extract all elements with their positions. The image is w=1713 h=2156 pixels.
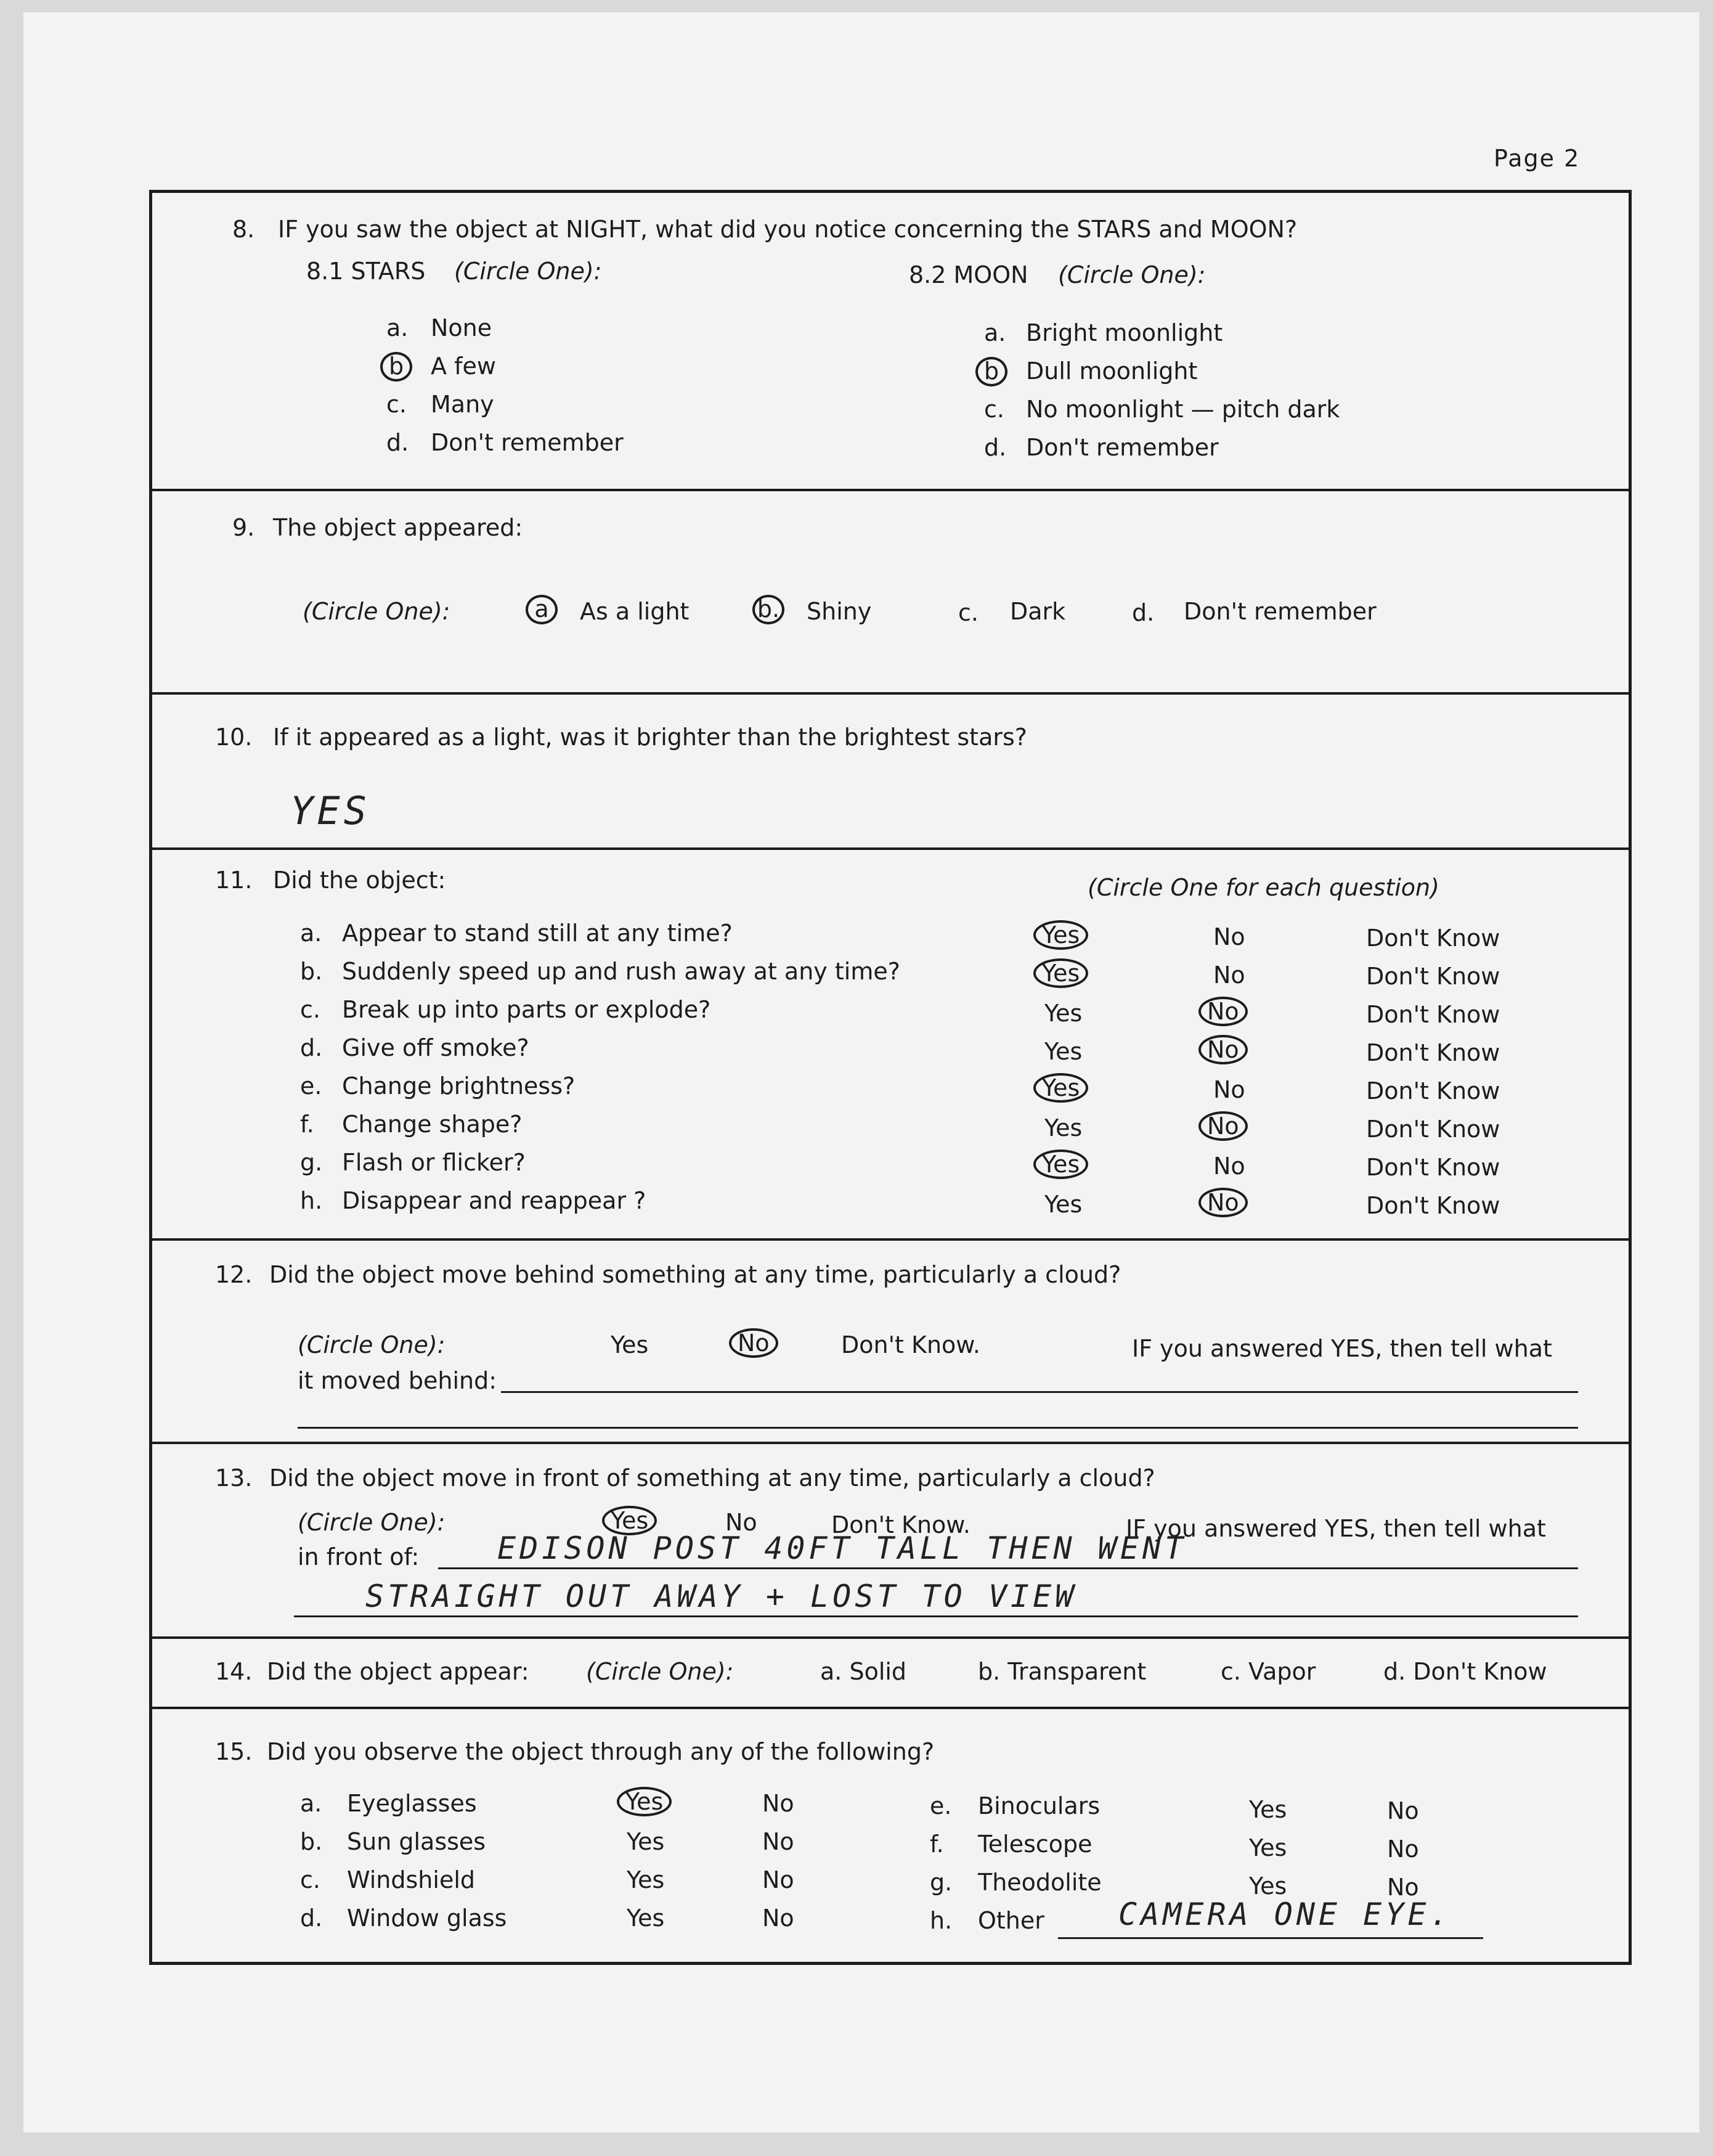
stars-option-0-letter: a.: [386, 314, 409, 341]
section-q15: [152, 1707, 1629, 1962]
q14-option-1: b. Transparent: [978, 1658, 1147, 1685]
q9-instruction: (Circle One):: [303, 598, 450, 625]
q12-question: Did the object move behind something at any time, particularly a cloud?: [269, 1261, 1121, 1288]
q11-row-4-no: No: [1213, 1076, 1245, 1103]
q15-number: 15.: [215, 1738, 253, 1765]
q11-row-0-yes-circled: Yes: [1033, 920, 1088, 950]
q15-right-1-label: Telescope: [978, 1831, 1092, 1858]
q11-row-1-letter: b.: [300, 958, 323, 985]
q11-row-5-label: Change shape?: [342, 1111, 523, 1138]
q10-question: If it appeared as a light, was it brighter than the brightest stars?: [273, 724, 1027, 751]
stars-option-0-label: None: [431, 314, 492, 341]
q11-row-2-dont-know: Don't Know: [1366, 1001, 1500, 1028]
stars-option-2-label: Many: [431, 391, 494, 418]
q12-if-text: IF you answered YES, then tell what: [1132, 1335, 1552, 1362]
q11-row-5-no-wrap: [1198, 1111, 1248, 1141]
q11-row-0-letter: a.: [300, 920, 322, 947]
q11-row-5-dont-know: Don't Know: [1366, 1116, 1500, 1143]
q8-question: IF you saw the object at NIGHT, what did you notice concerning the STARS and MOON?: [278, 216, 1298, 243]
q12-yes: Yes: [611, 1331, 649, 1358]
section-q9: [152, 489, 1629, 695]
q11-row-7-dont-know: Don't Know: [1366, 1192, 1500, 1219]
q14-option-3: d. Don't Know: [1383, 1658, 1547, 1685]
q9-option-2-letter: c.: [958, 599, 979, 626]
q11-row-1-label: Suddenly speed up and rush away at any time?: [342, 958, 900, 985]
stars-option-1-label: A few: [431, 353, 496, 380]
q15-right-1-letter: f.: [930, 1831, 944, 1858]
q12-answer-line-2: [298, 1427, 1578, 1429]
q15-right-0-letter: e.: [930, 1792, 952, 1819]
q15-right-0-no: No: [1387, 1797, 1419, 1824]
q11-row-3-dont-know: Don't Know: [1366, 1039, 1500, 1066]
q15-right-3-letter: h.: [930, 1907, 953, 1934]
q11-row-3-yes: Yes: [1044, 1038, 1083, 1065]
stars-instruction: (Circle One):: [454, 258, 602, 285]
q11-row-2-yes: Yes: [1044, 1000, 1083, 1027]
moon-option-0-label: Bright moonlight: [1026, 319, 1223, 346]
section-q8: [152, 193, 1629, 491]
q15-right-2-letter: g.: [930, 1869, 953, 1896]
q11-row-2-letter: c.: [300, 996, 320, 1023]
q11-row-5-yes: Yes: [1044, 1114, 1083, 1141]
q11-row-2-label: Break up into parts or explode?: [342, 996, 711, 1023]
q15-left-2-label: Windshield: [347, 1866, 475, 1893]
q11-row-4-label: Change brightness?: [342, 1072, 576, 1100]
q11-row-4-yes-wrap: [1033, 1073, 1088, 1103]
q15-right-2-label: Theodolite: [978, 1869, 1102, 1896]
q8-number: 8.: [232, 216, 255, 243]
moon-option-2-label: No moonlight — pitch dark: [1026, 396, 1340, 423]
stars-option-3-letter: d.: [386, 429, 409, 456]
section-q13: [152, 1442, 1629, 1639]
q15-left-0-yes-wrap: [617, 1787, 672, 1816]
section-q12: [152, 1238, 1629, 1444]
q15-left-0-letter: a.: [300, 1790, 322, 1817]
q9-option-3-letter: d.: [1132, 599, 1155, 626]
q13-yes-circled: Yes: [602, 1506, 657, 1535]
q11-row-7-label: Disappear and reappear ?: [342, 1187, 646, 1214]
q12-answer-line-1: [501, 1391, 1578, 1393]
q11-row-0-label: Appear to stand still at any time?: [342, 920, 733, 947]
q15-left-1-label: Sun glasses: [347, 1828, 486, 1855]
q12-no-circled: No: [729, 1328, 778, 1358]
q13-follow-label: in front of:: [298, 1543, 420, 1570]
moon-heading: 8.2 MOON: [909, 261, 1028, 288]
q11-row-4-letter: e.: [300, 1072, 322, 1100]
stars-option-2-letter: c.: [386, 391, 407, 418]
q15-question: Did you observe the object through any of the following?: [267, 1738, 935, 1765]
q9-option-1-label: Shiny: [807, 598, 872, 625]
q9-option-1-letter-circled-wrap: [752, 595, 784, 624]
q15-left-3-label: Window glass: [347, 1905, 507, 1932]
q12-number: 12.: [215, 1261, 253, 1288]
section-q11: [152, 847, 1629, 1241]
moon-instruction: (Circle One):: [1058, 261, 1206, 288]
q9-option-1-letter-circled: b.: [752, 595, 784, 624]
q15-left-0-label: Eyeglasses: [347, 1790, 477, 1817]
q13-question: Did the object move in front of something at any time, particularly a cloud?: [269, 1464, 1155, 1492]
stars-option-1-letter-circled: b: [380, 352, 412, 382]
q15-left-1-letter: b.: [300, 1828, 323, 1855]
q11-row-6-label: Flash or flicker?: [342, 1149, 526, 1176]
q14-instruction: (Circle One):: [586, 1658, 734, 1685]
q11-row-1-no: No: [1213, 962, 1245, 989]
q15-other-line: [1058, 1937, 1483, 1939]
moon-option-1-letter-circled-wrap: [975, 357, 1007, 386]
q9-question: The object appeared:: [273, 514, 523, 541]
page-number: Page 2: [1494, 145, 1581, 172]
q15-right-1-no: No: [1387, 1835, 1419, 1863]
q11-row-3-no-circled: No: [1198, 1035, 1248, 1064]
q11-question: Did the object:: [273, 867, 446, 894]
q9-number: 9.: [232, 514, 255, 541]
q11-row-1-yes-wrap: [1033, 958, 1088, 988]
q11-row-7-letter: h.: [300, 1187, 323, 1214]
moon-option-1-letter-circled: b: [975, 357, 1007, 386]
q9-option-2-label: Dark: [1010, 598, 1066, 625]
q15-left-3-letter: d.: [300, 1905, 323, 1932]
stars-option-3-label: Don't remember: [431, 429, 624, 456]
q15-left-2-yes: Yes: [627, 1866, 665, 1893]
q11-row-4-yes-circled: Yes: [1033, 1073, 1088, 1103]
q13-dont-know: Don't Know.: [831, 1511, 970, 1538]
q11-row-3-no-wrap: [1198, 1035, 1248, 1064]
q15-left-3-yes: Yes: [627, 1905, 665, 1932]
q15-right-0-yes: Yes: [1249, 1796, 1287, 1823]
section-q14: [152, 1636, 1629, 1709]
document-page: [23, 12, 1699, 2133]
q11-row-5-no-circled: No: [1198, 1111, 1248, 1141]
q15-other-handwritten: CAMERA ONE EYE.: [1118, 1897, 1452, 1932]
q11-row-7-no-circled: No: [1198, 1188, 1248, 1217]
q9-option-0-label: As a light: [580, 598, 690, 625]
moon-option-3-label: Don't remember: [1026, 434, 1219, 461]
q15-left-1-no: No: [762, 1828, 794, 1855]
q15-left-0-yes-circled: Yes: [617, 1787, 672, 1816]
q15-left-0-no: No: [762, 1790, 794, 1817]
moon-option-2-letter: c.: [984, 396, 1004, 423]
q9-option-3-label: Don't remember: [1184, 598, 1377, 625]
q13-number: 13.: [215, 1464, 253, 1492]
q11-row-2-no-wrap: [1198, 997, 1248, 1026]
q15-right-3-label: Other: [978, 1907, 1044, 1934]
q13-if-text: IF you answered YES, then tell what: [1126, 1515, 1546, 1542]
q15-right-0-label: Binoculars: [978, 1792, 1101, 1819]
q11-row-7-no-wrap: [1198, 1188, 1248, 1217]
q11-row-1-yes-circled: Yes: [1033, 958, 1088, 988]
q14-option-0: a. Solid: [820, 1658, 907, 1685]
moon-option-3-letter: d.: [984, 434, 1007, 461]
q13-answer-line-1: [438, 1567, 1578, 1569]
q13-instruction: (Circle One):: [298, 1509, 446, 1536]
q11-row-6-dont-know: Don't Know: [1366, 1154, 1500, 1181]
q11-row-3-label: Give off smoke?: [342, 1034, 529, 1061]
q11-row-0-dont-know: Don't Know: [1366, 925, 1500, 952]
q11-row-1-dont-know: Don't Know: [1366, 963, 1500, 990]
q15-left-2-letter: c.: [300, 1866, 320, 1893]
q11-row-6-no: No: [1213, 1153, 1245, 1180]
stars-heading: 8.1 STARS: [306, 258, 426, 285]
q10-number: 10.: [215, 724, 253, 751]
moon-option-0-letter: a.: [984, 319, 1006, 346]
q13-handwritten-line-1: EDISON POST 40FT TALL THEN WENT: [497, 1530, 1187, 1566]
q15-left-1-yes: Yes: [627, 1828, 665, 1855]
q12-instruction: (Circle One):: [298, 1331, 446, 1358]
q15-left-2-no: No: [762, 1866, 794, 1893]
stars-option-1-letter-circled-wrap: [380, 352, 412, 382]
q15-right-1-yes: Yes: [1249, 1834, 1287, 1861]
q11-row-2-no-circled: No: [1198, 997, 1248, 1026]
section-q10: [152, 692, 1629, 850]
q11-instruction: (Circle One for each question): [1088, 874, 1439, 901]
q11-row-5-letter: f.: [300, 1111, 314, 1138]
q11-row-4-dont-know: Don't Know: [1366, 1077, 1500, 1105]
q13-no: No: [725, 1509, 757, 1536]
q9-option-0-letter-circled-wrap: [526, 595, 558, 624]
q12-follow-label: it moved behind:: [298, 1367, 497, 1394]
q11-row-3-letter: d.: [300, 1034, 323, 1061]
q10-handwritten-answer: YES: [290, 788, 370, 833]
q14-number: 14.: [215, 1658, 253, 1685]
q11-row-6-letter: g.: [300, 1149, 323, 1176]
q13-answer-line-2: [294, 1615, 1578, 1617]
q14-question: Did the object appear:: [267, 1658, 529, 1685]
q11-row-0-yes-wrap: [1033, 920, 1088, 950]
q11-row-6-yes-circled: Yes: [1033, 1149, 1088, 1179]
q15-right-2-yes: Yes: [1249, 1872, 1287, 1900]
q11-row-6-yes-wrap: [1033, 1149, 1088, 1179]
q13-handwritten-line-2: STRAIGHT OUT AWAY + LOST TO VIEW: [365, 1578, 1078, 1614]
q11-row-7-yes: Yes: [1044, 1191, 1083, 1218]
q11-row-0-no: No: [1213, 923, 1245, 950]
q12-dont-know: Don't Know.: [841, 1331, 980, 1358]
q15-left-3-no: No: [762, 1905, 794, 1932]
q11-number: 11.: [215, 867, 253, 894]
questionnaire-form: [149, 190, 1632, 1965]
q9-option-0-letter-circled: a: [526, 595, 558, 624]
moon-option-1-label: Dull moonlight: [1026, 357, 1198, 385]
q15-right-2-no: No: [1387, 1874, 1419, 1901]
q14-option-2: c. Vapor: [1221, 1658, 1316, 1685]
